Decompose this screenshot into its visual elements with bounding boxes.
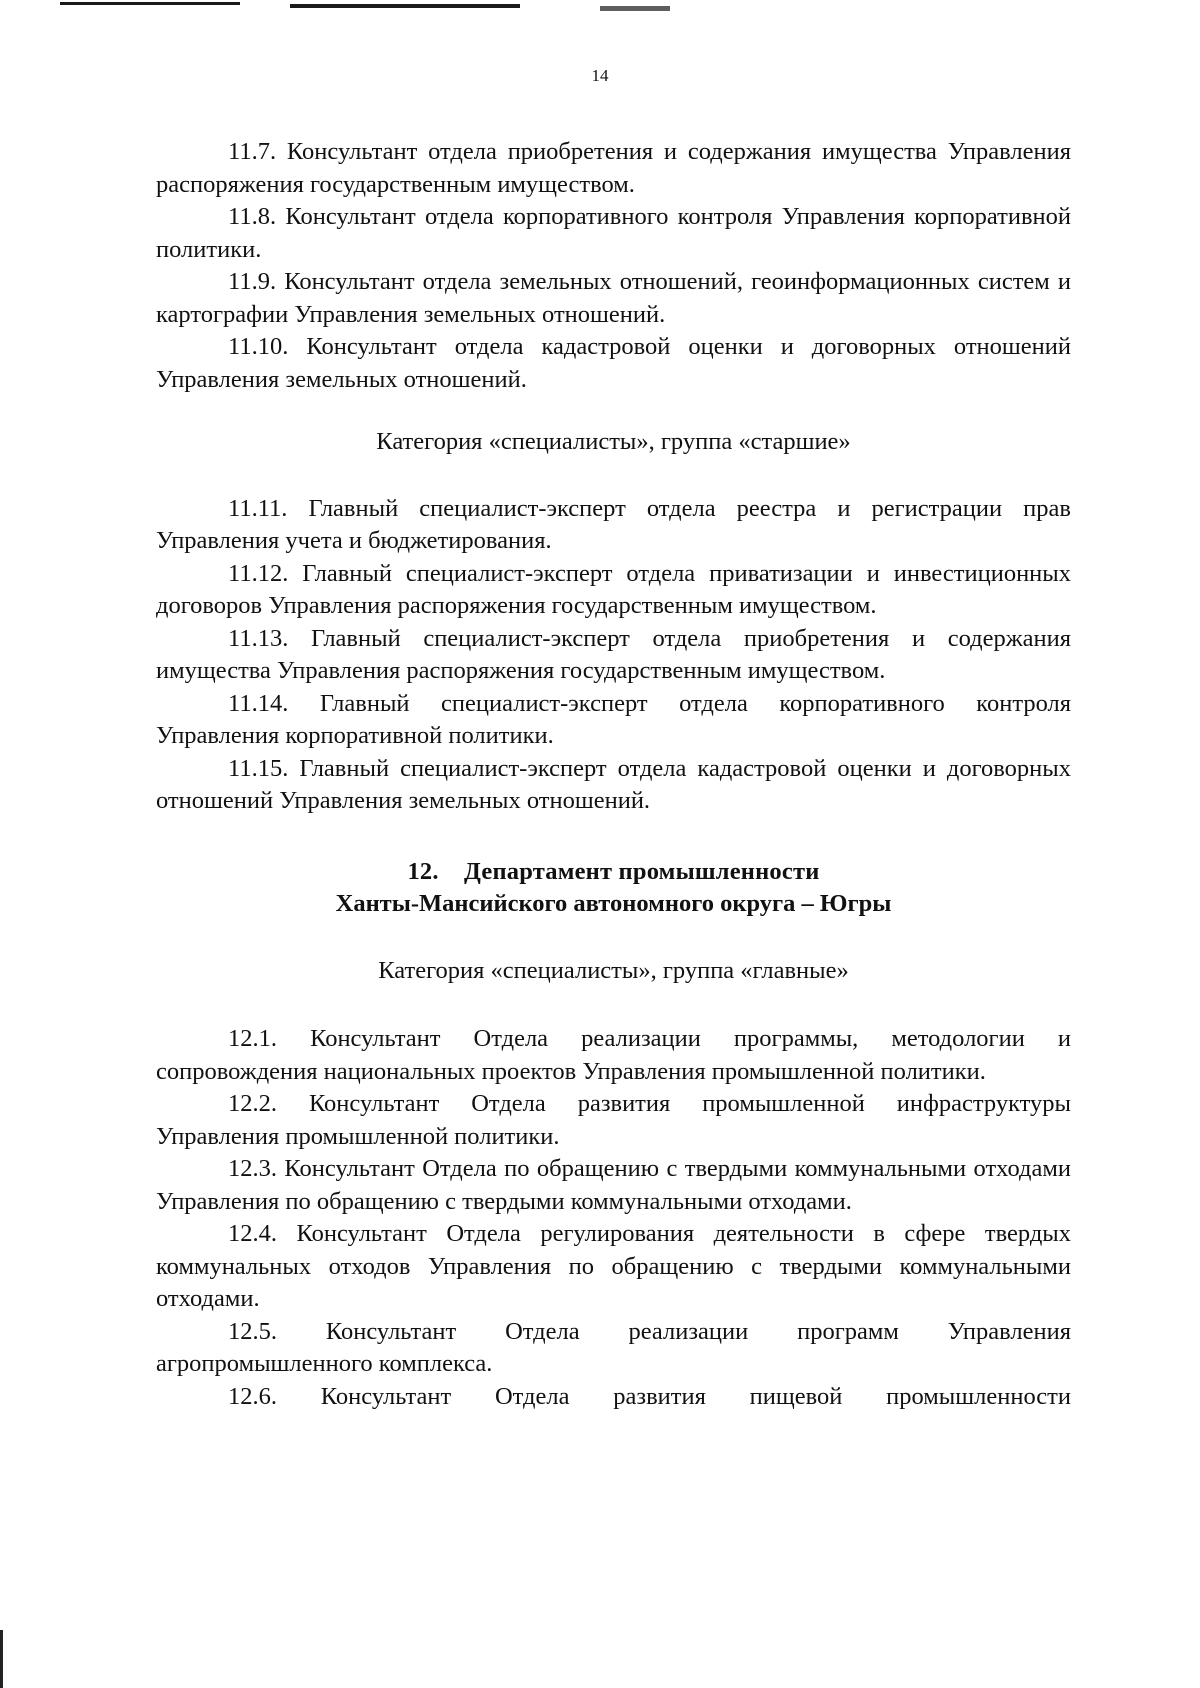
item-number: 12.2. — [228, 1090, 277, 1117]
item-text: Консультант Отдела реализации программы, методологии и сопровождения национальных проектов Управления промышленной политики. — [156, 1025, 1072, 1085]
department-heading — [156, 856, 1071, 921]
item-number: 11.13. — [228, 624, 289, 652]
list-item — [156, 1088, 1071, 1153]
department-number: 12. — [407, 857, 439, 885]
list-item — [156, 1381, 1071, 1414]
item-text: Консультант отдела земельных отношений, геоинформационных систем и картографии Управления земельных отношений. — [156, 268, 1072, 328]
item-text: Главный специалист-эксперт отдела приобретения и содержания имущества Управления распоряжения государственным имуществом. — [156, 624, 1072, 684]
list-item — [156, 623, 1071, 688]
item-number: 12.6. — [228, 1382, 277, 1410]
list-item — [156, 688, 1071, 753]
item-number: 11.11. — [228, 494, 288, 522]
item-text: Консультант отдела корпоративного контроля Управления корпоративной политики. — [156, 203, 1071, 263]
item-text: Главный специалист-эксперт отдела реестра и регистрации прав Управления учета и бюджетирования. — [156, 494, 1071, 554]
item-number: 12.4. — [228, 1220, 277, 1247]
item-text: Консультант Отдела по обращению с твердыми коммунальными отходами Управления по обращению с твердыми коммунальными отходами. — [156, 1155, 1071, 1215]
list-item — [156, 266, 1071, 331]
item-number: 11.15. — [228, 754, 289, 782]
item-text: Консультант Отдела развития промышленной инфраструктуры Управления промышленной политики. — [156, 1090, 1071, 1150]
item-number: 11.9. — [228, 268, 277, 295]
list-item — [156, 136, 1071, 201]
item-number: 11.8. — [228, 203, 277, 230]
category-heading-senior: Категория «специалисты», группа «старшие» — [376, 428, 851, 455]
list-item — [156, 201, 1071, 266]
list-item — [156, 1153, 1071, 1218]
item-text: Консультант Отдела регулирования деятельности в сфере твердых коммунальных отходов Управления по обращению с твердыми коммунальными отходами. — [156, 1220, 1071, 1312]
item-text: Главный специалист-эксперт отдела корпоративного контроля Управления корпоративной политики. — [156, 689, 1072, 749]
item-number: 11.14. — [228, 689, 289, 717]
department-title-line1: Департамент промышленности — [464, 857, 820, 885]
item-text: Консультант Отдела развития пищевой промышленности — [320, 1382, 1071, 1410]
list-item — [156, 331, 1071, 396]
item-number: 11.12. — [228, 559, 289, 587]
list-item — [156, 1218, 1071, 1316]
list-item — [156, 493, 1071, 558]
item-text: Главный специалист-эксперт отдела кадастровой оценки и договорных отношений Управления земельных отношений. — [156, 754, 1071, 814]
list-item — [156, 1023, 1071, 1088]
list-item — [156, 1316, 1071, 1381]
department-title-line2: Ханты-Мансийского автономного округа – Югры — [335, 890, 892, 917]
list-item — [156, 753, 1071, 818]
item-number: 12.1. — [228, 1025, 277, 1052]
list-item — [156, 558, 1071, 623]
item-number: 12.3. — [228, 1155, 277, 1182]
document-body — [156, 136, 1071, 1413]
item-text: Консультант отдела приобретения и содержания имущества Управления распоряжения государственным имуществом. — [156, 138, 1071, 198]
item-number: 11.10. — [228, 333, 289, 360]
item-text: Консультант Отдела реализации программ Управления агропромышленного комплекса. — [156, 1317, 1072, 1377]
item-text: Главный специалист-эксперт отдела приватизации и инвестиционных договоров Управления распоряжения государственным имуществом. — [156, 559, 1072, 619]
scan-edge-artifact-left — [0, 1630, 3, 1688]
item-number: 11.7. — [228, 138, 277, 165]
page-number: 14 — [591, 66, 609, 85]
category-heading-main: Категория «специалисты», группа «главные» — [378, 956, 849, 984]
scan-edge-artifact — [0, 0, 1200, 24]
item-text: Консультант отдела кадастровой оценки и договорных отношений Управления земельных отношений. — [156, 333, 1071, 393]
item-number: 12.5. — [228, 1317, 277, 1345]
